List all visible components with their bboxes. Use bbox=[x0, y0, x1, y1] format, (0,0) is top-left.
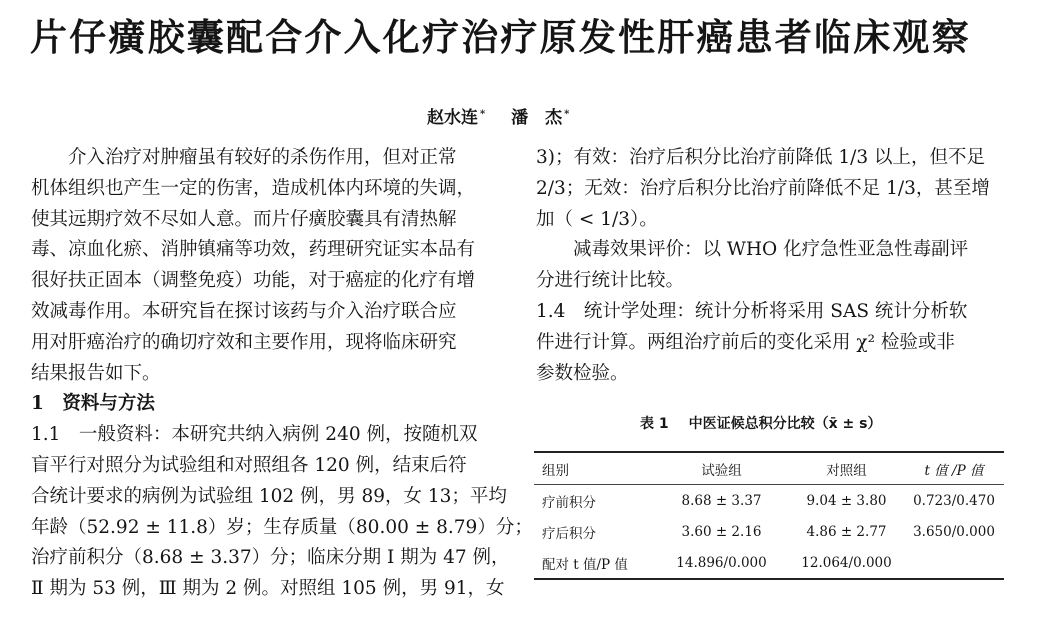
score-comparison-table bbox=[534, 451, 1004, 580]
table-label: 表 1 bbox=[640, 416, 669, 432]
text-line: 介入治疗对肿瘤虽有较好的杀伤作用，但对正常 bbox=[68, 147, 457, 168]
text-line: 机体组织也产生一定的伤害，造成机体内环境的失调， bbox=[31, 177, 476, 199]
article-title: 片仔癀胶囊配合介入化疗治疗原发性肝癌患者临床观察 bbox=[30, 16, 971, 59]
statistics-paragraph bbox=[536, 297, 1006, 389]
text-line: 件进行计算。两组治疗前后的变化采用 χ² 检验或非 bbox=[536, 331, 955, 353]
text-line: 1.1 一般资料：本研究共纳入病例 240 例，按随机双 bbox=[31, 424, 478, 446]
methods-paragraph bbox=[31, 420, 533, 605]
text-line: 用对肝癌治疗的确切疗效和主要作用，现将临床研究 bbox=[31, 331, 457, 353]
table-cell: 配对 t 值/P 值 bbox=[542, 556, 628, 573]
column-header: t 值 /P 值 bbox=[924, 462, 984, 479]
section-heading-text: 1 资料与方法 bbox=[31, 393, 155, 415]
text-line: 治疗前积分（8.68 ± 3.37）分；临床分期 Ⅰ 期为 47 例， bbox=[31, 547, 510, 569]
table-cell: 3.60 ± 2.16 bbox=[681, 523, 762, 540]
column-header: 对照组 bbox=[826, 462, 867, 479]
text-line: 2/3；无效：治疗后积分比治疗前降低不足 1/3，甚至增 bbox=[536, 177, 990, 199]
text-line: 1.4 统计学处理：统计分析将采用 SAS 统计分析软 bbox=[536, 300, 968, 322]
text-line: 分进行统计比较。 bbox=[536, 270, 685, 292]
text-line: 效减毒作用。本研究旨在探讨该药与介入治疗联合应 bbox=[31, 300, 457, 322]
text-line: 减毒效果评价：以 WHO 化疗急性亚急性毒副评 bbox=[573, 239, 969, 261]
text-line: 年龄（52.92 ± 11.8）岁；生存质量（80.00 ± 8.79）分； bbox=[31, 516, 533, 538]
column-header: 组别 bbox=[542, 462, 569, 479]
table-cell: 12.064/0.000 bbox=[801, 554, 892, 571]
text-line: 3)；有效：治疗后积分比治疗前降低 1/3 以上，但不足 bbox=[536, 147, 986, 168]
author-list bbox=[427, 104, 569, 129]
text-line: 使其远期疗效不尽如人意。而片仔癀胶囊具有清热解 bbox=[31, 208, 457, 230]
efficacy-paragraph bbox=[536, 143, 1006, 235]
table-cell: 4.86 ± 2.77 bbox=[806, 523, 887, 540]
table-row bbox=[534, 547, 1004, 579]
table-cell: 14.896/0.000 bbox=[676, 554, 767, 571]
text-line: 毒、凉血化瘀、消肿镇痛等功效，药理研究证实本品有 bbox=[31, 239, 476, 261]
table-row bbox=[534, 485, 1004, 517]
intro-paragraph bbox=[31, 143, 501, 389]
section-heading bbox=[31, 389, 501, 420]
table-cell: 疗后积分 bbox=[542, 525, 596, 542]
table-caption bbox=[640, 413, 881, 433]
left-column bbox=[31, 143, 533, 605]
text-line: 很好扶正固本（调整免疫）功能，对于癌症的化疗有增 bbox=[31, 270, 476, 292]
text-line: 结果报告如下。 bbox=[31, 362, 161, 384]
table-cell: 0.723/0.470 bbox=[913, 492, 995, 509]
text-line: Ⅱ 期为 53 例，Ⅲ 期为 2 例。对照组 105 例，男 91，女 bbox=[31, 578, 505, 600]
table-header-row bbox=[534, 452, 1004, 485]
column-header: 试验组 bbox=[701, 462, 742, 479]
author-name: 赵水连 bbox=[427, 108, 478, 128]
table-title: 中医证候总积分比较（x̄ ± s） bbox=[688, 416, 882, 432]
table-cell: 疗前积分 bbox=[542, 494, 596, 511]
text-line: 加（ < 1/3）。 bbox=[536, 208, 658, 230]
table-cell: 3.650/0.000 bbox=[913, 523, 995, 540]
table-cell: 8.68 ± 3.37 bbox=[681, 492, 762, 509]
table-row bbox=[534, 516, 1004, 547]
table-cell bbox=[904, 547, 1004, 579]
author-name: 潘 杰 bbox=[511, 108, 563, 128]
toxicity-paragraph bbox=[536, 235, 1006, 297]
text-line: 合统计要求的病例为试验组 102 例，男 89，女 13；平均 bbox=[31, 485, 507, 507]
right-column bbox=[536, 143, 1006, 389]
author-mark: * bbox=[564, 109, 570, 120]
table-cell: 9.04 ± 3.80 bbox=[806, 492, 887, 509]
author-mark: * bbox=[480, 109, 486, 120]
text-line: 盲平行对照分为试验组和对照组各 120 例，结束后符 bbox=[31, 454, 467, 476]
text-line: 参数检验。 bbox=[536, 362, 629, 384]
